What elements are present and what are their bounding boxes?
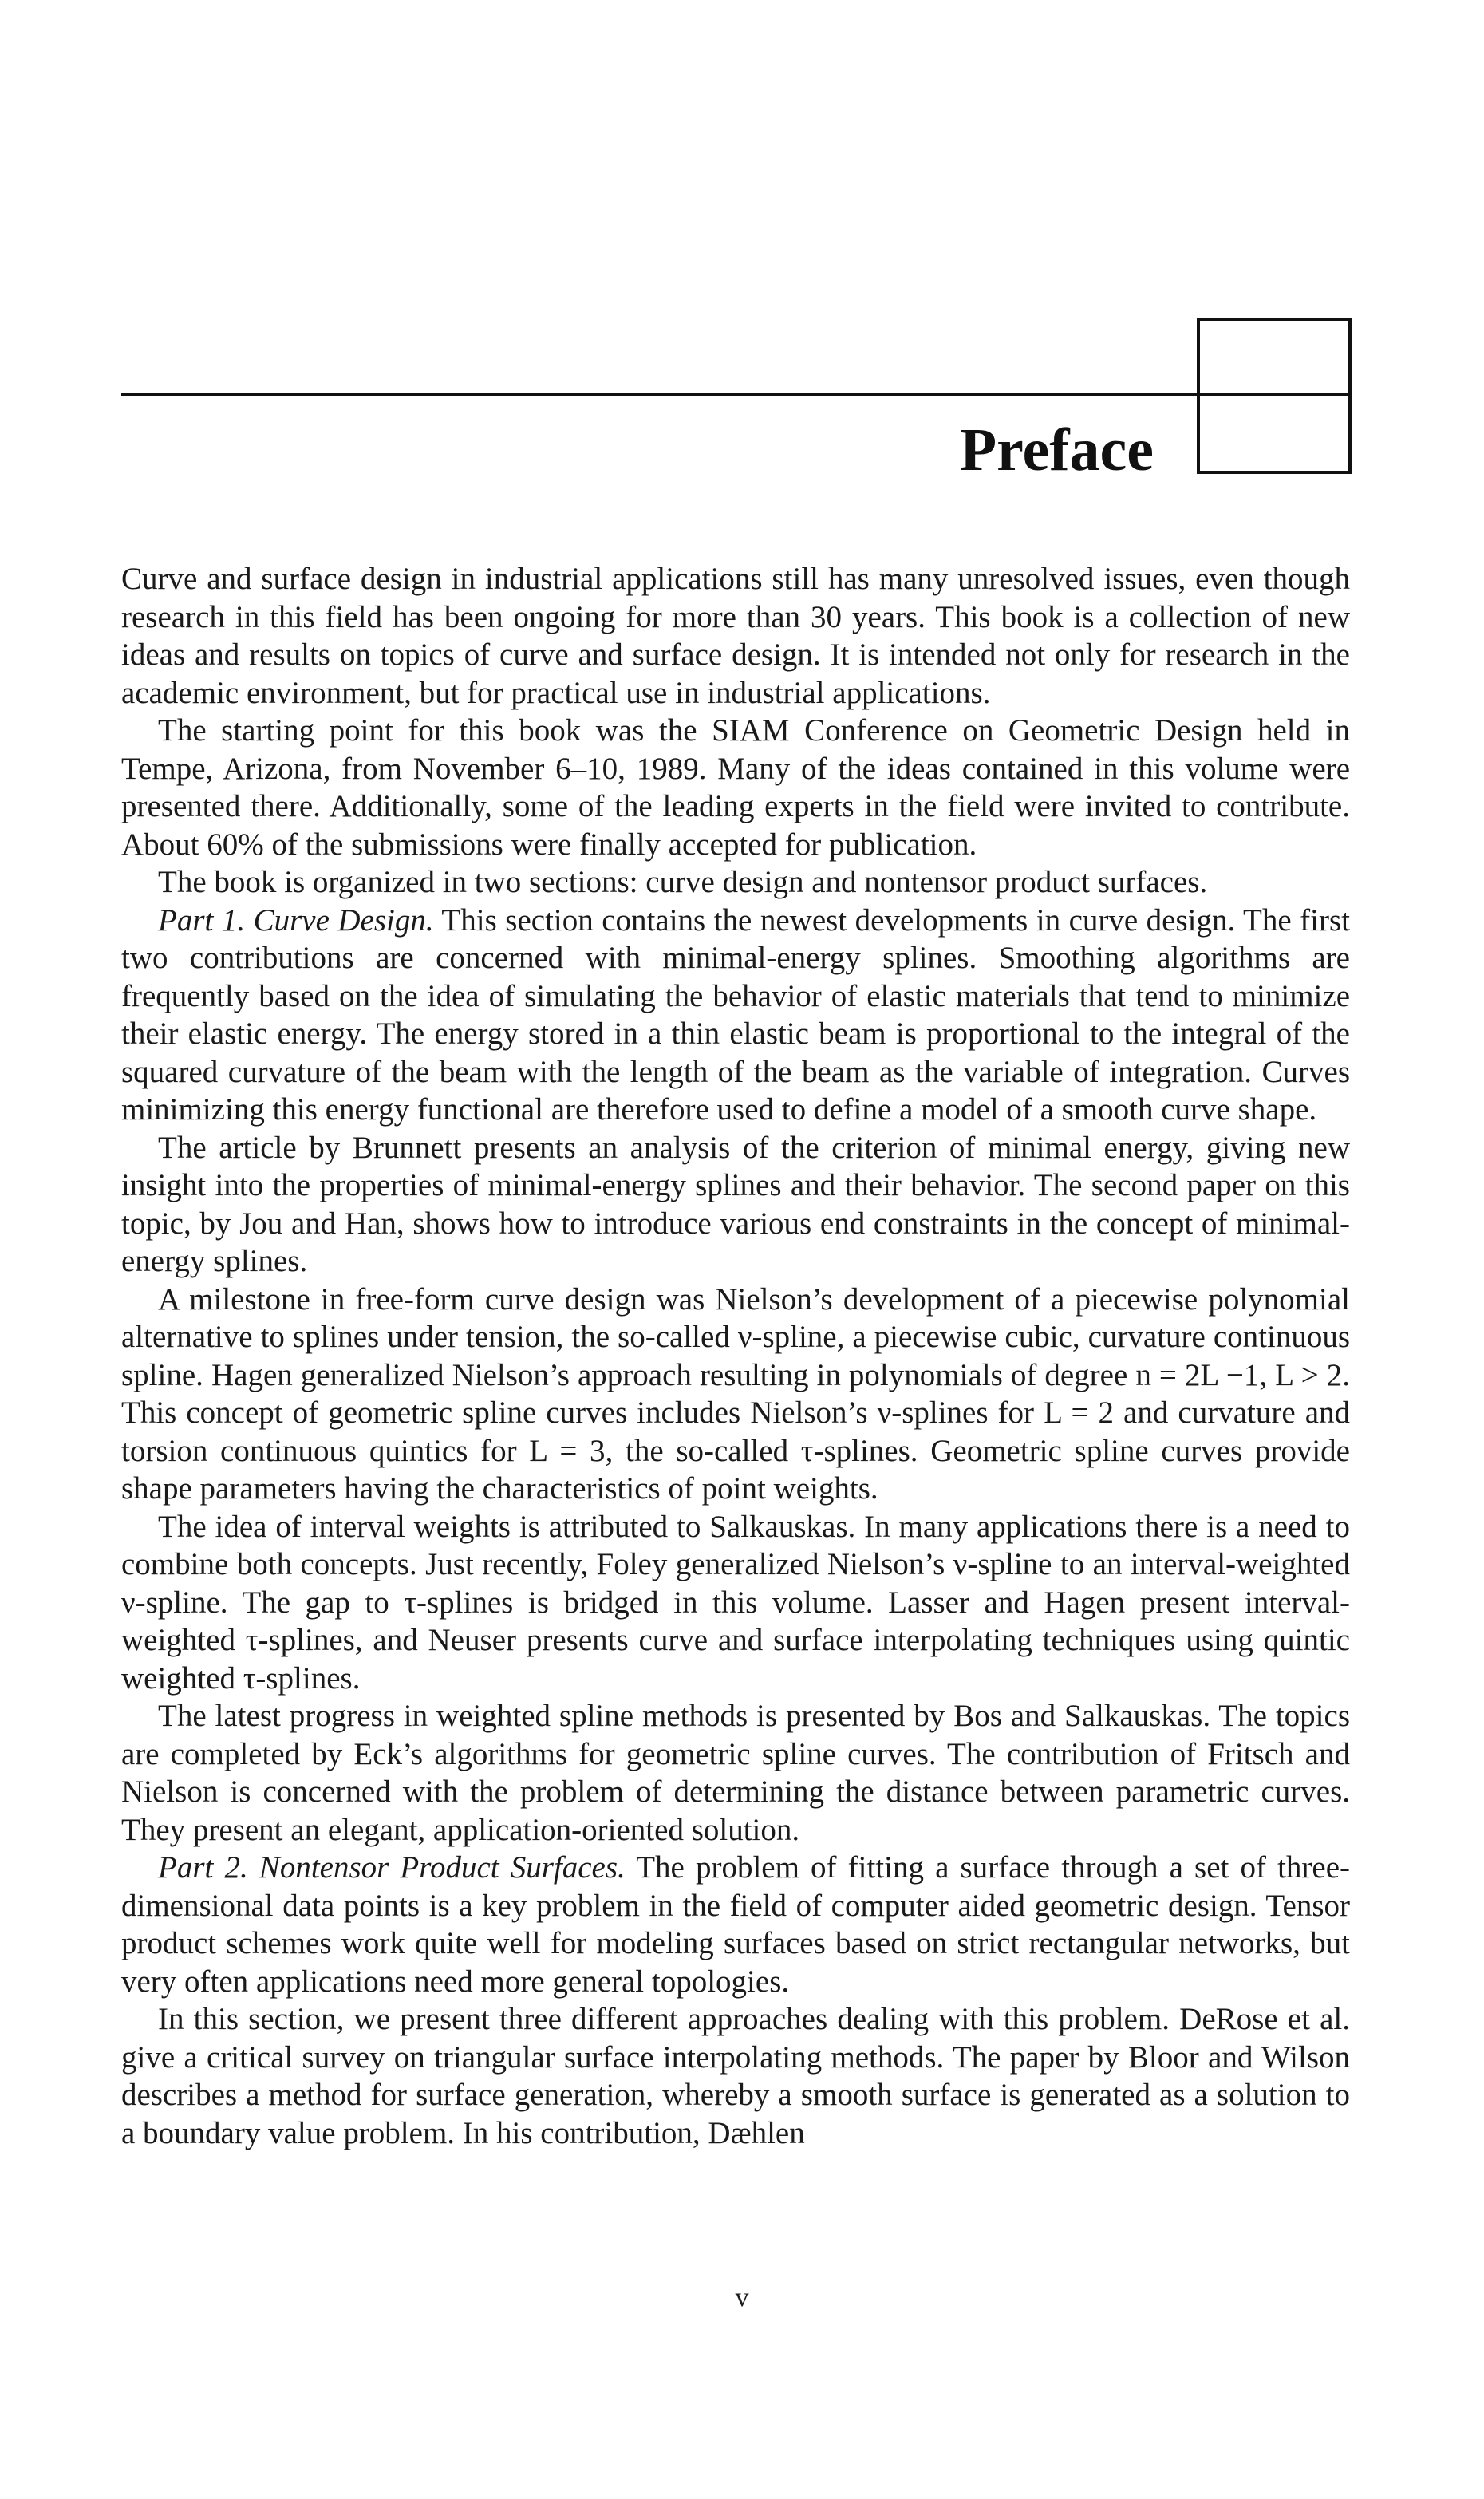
header-rule	[121, 393, 1198, 396]
page-title: Preface	[959, 416, 1154, 484]
paragraph-2: The starting point for this book was the SIAM Conference on Geometric Design held in Tempe, Arizona, from November 6–10, 1989. Many of the ideas contained in this volume were presented there. Additionally, some of the leading experts in the field were invited to contribute. About 60% of the submissions were finally accepted for publication.	[121, 713, 1350, 862]
paragraph-5: The article by Brunnett presents an analysis of the criterion of minimal energy, giving new insight into the properties of minimal-energy splines and their behavior. The second paper on this topic, by Jou and Han, shows how to introduce various end constraints in the concept of minimal-energy splines.	[121, 1130, 1350, 1278]
part-2-heading: Part 2. Nontensor Product Surfaces.	[158, 1850, 626, 1885]
part-1-text: This section contains the newest developments in curve design. The first two contributions are concerned with minimal-energy splines. Smoothing algorithms are frequently based on the idea of simulating the behavior of elastic materials that tend to minimize their elastic energy. The energy stored in a thin elastic beam is proportional to the integral of the squared curvature of the beam with the length of the beam as the variable of integration. Curves minimizing this energy functional are therefore used to define a model of a smooth curve shape.	[121, 902, 1351, 1127]
paragraph-7: The idea of interval weights is attributed to Salkauskas. In many applications there is a need to combine both concepts. Just recently, Foley generalized Nielson’s ν-spline to an interval-weighted ν-spline. The gap to τ-splines is bridged in this volume. Lasser and Hagen present interval-weighted τ-splines, and Neuser presents curve and surface interpolating techniques using quintic weighted τ-splines.	[121, 1509, 1350, 1696]
paragraph-1: Curve and surface design in industrial applications still has many unresolved issues, even though research in this field has been ongoing for more than 30 years. This book is a collection of new ideas and results on topics of curve and surface design. It is intended not only for research in the academic environment, but for practical use in industrial applications.	[121, 562, 1350, 710]
paragraph-3: The book is organized in two sections: curve design and nontensor product surfaces.	[158, 865, 1208, 899]
part-2-text: The problem of fitting a surface through a set of three-dimensional data points is a key problem in the field of computer aided geometric design. Tensor product schemes work quite well for modeling surfaces based on strict rectangular networks, but very often applications need more general topologies.	[121, 1850, 1351, 1999]
corner-box-divider	[1200, 393, 1348, 396]
part-1-heading: Part 1. Curve Design.	[158, 902, 434, 938]
paragraph-6: A milestone in free-form curve design was Nielson’s development of a piecewise polynomial alternative to splines under tension, the so-called ν-spline, a piecewise cubic, curvature continuous spline. Hagen generalized Nielson’s approach resulting in polynomials of degree n = 2L −1, L > 2. This concept of geometric spline curves includes Nielson’s ν-splines for L = 2 and curvature and torsion continuous quintics for L = 3, the so-called τ-splines. Geometric spline curves provide shape parameters having the characteristics of point weights.	[121, 1281, 1350, 1506]
paragraph-10: In this section, we present three different approaches dealing with this problem. DeRose et al. give a critical survey on triangular surface interpolating methods. The paper by Bloor and Wilson describes a method for surface generation, whereby a smooth surface is generated as a solution to a boundary value problem. In his contribution, Dæhlen	[121, 2002, 1350, 2150]
preface-body	[121, 560, 1350, 2152]
paragraph-part-1	[121, 902, 1350, 1129]
page-number: v	[735, 2283, 749, 2312]
paragraph-8: The latest progress in weighted spline methods is presented by Bos and Salkauskas. The topics are completed by Eck’s algorithms for geometric spline curves. The contribution of Fritsch and Nielson is concerned with the problem of determining the distance between parametric curves. They present an elegant, application-oriented solution.	[121, 1699, 1350, 1847]
corner-box-ornament	[1197, 318, 1352, 474]
paragraph-part-2	[121, 1849, 1350, 2000]
